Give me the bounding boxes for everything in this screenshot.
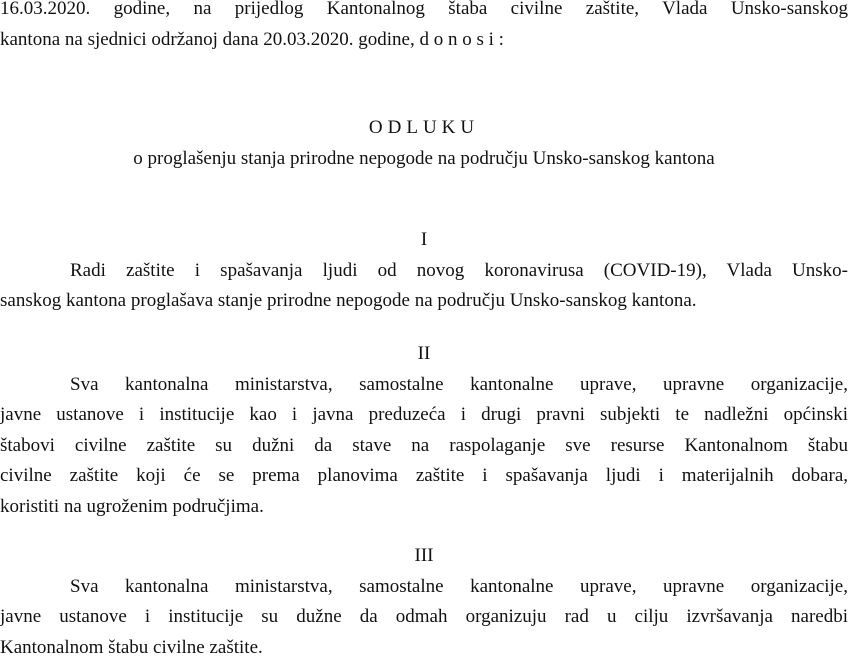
section-iii (0, 541, 848, 663)
section-ii (0, 339, 848, 522)
paragraph-line: koristiti na ugroženim područjima. (0, 492, 848, 523)
paragraph-line: civilne zaštite koji će se prema planovima zaštite i spašavanja ljudi i materijalnih dobara, (0, 461, 848, 492)
section-numeral: I (0, 225, 848, 256)
decision-subtitle: o proglašenju stanja prirodne nepogode na području Unsko-sanskog kantona (0, 144, 848, 175)
paragraph-line: štabovi civilne zaštite su dužni da stave na raspolaganje sve resurse Kantonalnom štabu (0, 431, 848, 462)
paragraph-line: Kantonalnom štabu civilne zaštite. (0, 633, 848, 663)
intro-paragraph (0, 0, 848, 55)
section-paragraph (0, 256, 848, 317)
paragraph-line: Radi zaštite i spašavanja ljudi od novog koronavirusa (COVID-19), Vlada Unsko- (0, 256, 848, 287)
decision-title: ODLUKU (0, 113, 848, 144)
paragraph-line: sanskog kantona proglašava stanje prirodne nepogode na području Unsko-sanskog kantona. (0, 286, 848, 317)
section-i (0, 225, 848, 317)
paragraph-line: javne ustanove i institucije su dužne da odmah organizuju rad u cilju izvršavanja naredbi (0, 602, 848, 633)
section-paragraph (0, 370, 848, 523)
paragraph-line: Sva kantonalna ministarstva, samostalne kantonalne uprave, upravne organizacije, (0, 370, 848, 401)
intro-line-2: kantona na sjednici održanoj dana 20.03.2020. godine, d o n o s i : (0, 25, 848, 56)
section-paragraph (0, 572, 848, 663)
intro-line-1: 16.03.2020. godine, na prijedlog Kantonalnog štaba civilne zaštite, Vlada Unsko-sanskog (0, 0, 848, 25)
paragraph-line: javne ustanove i institucije kao i javna preduzeća i drugi pravni subjekti te nadležni općinski (0, 400, 848, 431)
section-numeral: III (0, 541, 848, 572)
paragraph-line: Sva kantonalna ministarstva, samostalne kantonalne uprave, upravne organizacije, (0, 572, 848, 603)
decision-heading (0, 113, 848, 174)
section-numeral: II (0, 339, 848, 370)
